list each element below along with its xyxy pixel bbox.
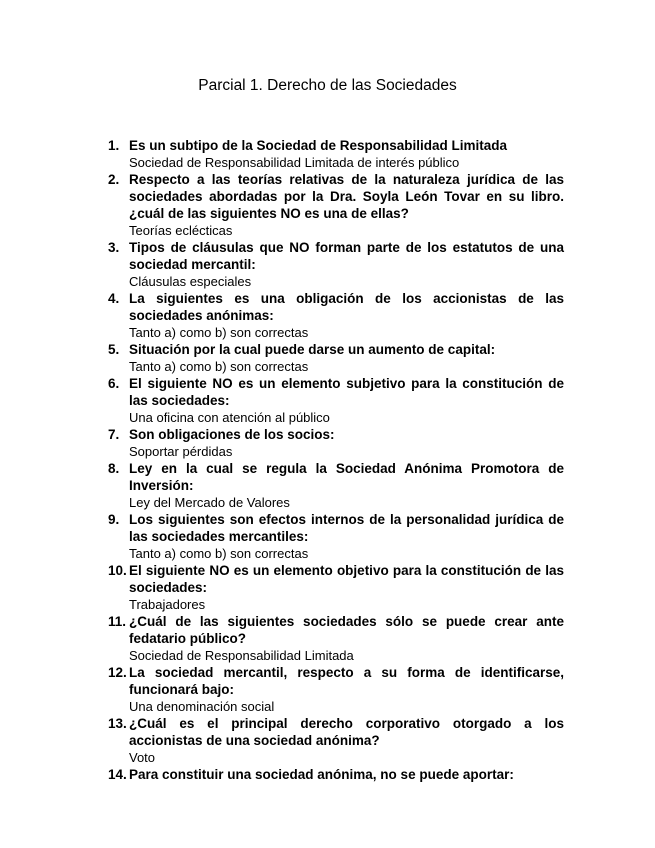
question-text: La sociedad mercantil, respecto a su forma de identificarse, funcionará bajo: xyxy=(129,665,564,697)
question-list xyxy=(108,137,564,783)
question-item-7 xyxy=(108,426,564,460)
question-text: La siguientes es una obligación de los accionistas de las sociedades anónimas: xyxy=(129,291,564,323)
question-number: 4. xyxy=(108,291,120,306)
question-item-8 xyxy=(108,460,564,511)
answer-text: Soportar pérdidas xyxy=(129,444,233,459)
question-text: Situación por la cual puede darse un aumento de capital: xyxy=(129,342,496,357)
answer-text: Tanto a) como b) son correctas xyxy=(129,359,309,374)
question-item-4 xyxy=(108,290,564,341)
question-text: Para constituir una sociedad anónima, no se puede aportar: xyxy=(129,767,514,782)
question-number: 2. xyxy=(108,172,120,187)
answer-text: Sociedad de Responsabilidad Limitada xyxy=(129,648,354,663)
question-number: 3. xyxy=(108,240,120,255)
question-text: Ley en la cual se regula la Sociedad Anónima Promotora de Inversión: xyxy=(129,461,564,493)
question-item-14 xyxy=(108,766,564,783)
question-number: 9. xyxy=(108,512,120,527)
question-item-10 xyxy=(108,562,564,613)
question-number: 12. xyxy=(108,665,127,680)
answer-text: Una denominación social xyxy=(129,699,275,714)
question-number: 13. xyxy=(108,716,127,731)
question-item-1 xyxy=(108,137,564,171)
question-text: El siguiente NO es un elemento objetivo para la constitución de las sociedades: xyxy=(129,563,564,595)
question-item-9 xyxy=(108,511,564,562)
question-number: 14. xyxy=(108,767,127,782)
answer-text: Tanto a) como b) son correctas xyxy=(129,325,309,340)
question-number: 8. xyxy=(108,461,120,476)
answer-text: Voto xyxy=(129,750,156,765)
question-text: Es un subtipo de la Sociedad de Responsabilidad Limitada xyxy=(129,138,508,153)
answer-text: Cláusulas especiales xyxy=(129,274,252,289)
answer-text: Ley del Mercado de Valores xyxy=(129,495,290,510)
answer-text: Tanto a) como b) son correctas xyxy=(129,546,309,561)
question-number: 7. xyxy=(108,427,120,442)
question-text: Tipos de cláusulas que NO forman parte de los estatutos de una sociedad mercantil: xyxy=(129,240,564,272)
answer-text: Trabajadores xyxy=(129,597,206,612)
question-item-11 xyxy=(108,613,564,664)
question-number: 1. xyxy=(108,138,120,153)
question-text: Respecto a las teorías relativas de la naturaleza jurídica de las sociedades abordadas por la Dra. Soyla León Tovar en su libro. ¿cuál de las siguientes NO es una de ellas? xyxy=(129,172,564,221)
answer-text: Sociedad de Responsabilidad Limitada de interés público xyxy=(129,155,460,170)
answer-text: Una oficina con atención al público xyxy=(129,410,330,425)
answer-text: Teorías eclécticas xyxy=(129,223,233,238)
question-text: Los siguientes son efectos internos de la personalidad jurídica de las sociedades mercantiles: xyxy=(129,512,564,544)
question-text: ¿Cuál es el principal derecho corporativo otorgado a los accionistas de una sociedad anónima? xyxy=(129,716,564,748)
question-number: 11. xyxy=(108,614,127,629)
page-title: Parcial 1. Derecho de las Sociedades xyxy=(198,77,457,94)
question-text: El siguiente NO es un elemento subjetivo para la constitución de las sociedades: xyxy=(129,376,564,408)
question-item-12 xyxy=(108,664,564,715)
question-number: 10. xyxy=(108,563,127,578)
question-item-3 xyxy=(108,239,564,290)
question-item-2 xyxy=(108,171,564,239)
question-text: Son obligaciones de los socios: xyxy=(129,427,335,442)
question-number: 6. xyxy=(108,376,120,391)
question-number: 5. xyxy=(108,342,120,357)
question-item-5 xyxy=(108,341,564,375)
question-item-6 xyxy=(108,375,564,426)
question-text: ¿Cuál de las siguientes sociedades sólo se puede crear ante fedatario público? xyxy=(129,614,564,646)
question-item-13 xyxy=(108,715,564,766)
